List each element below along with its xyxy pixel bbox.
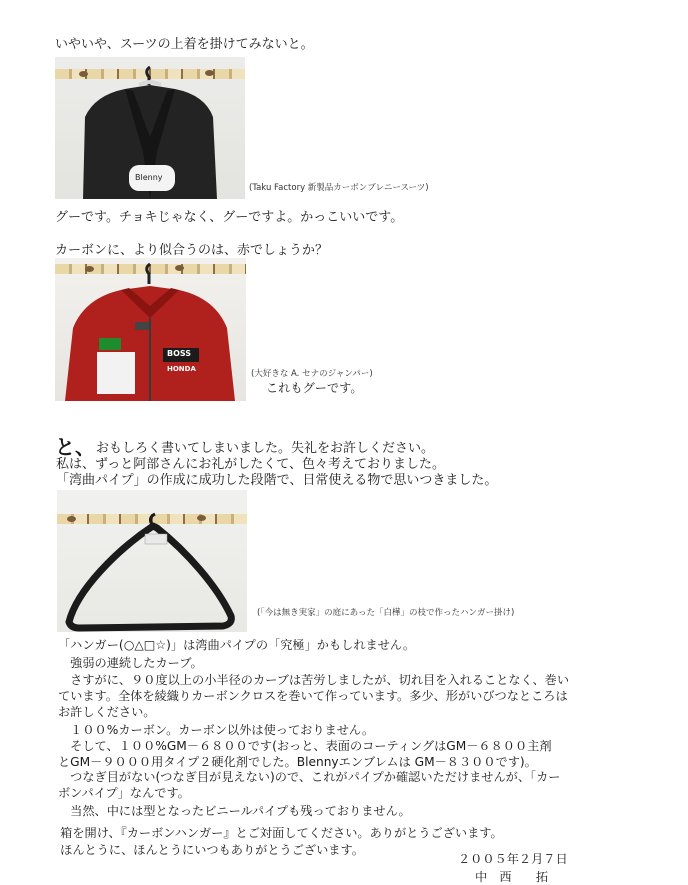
jacket-illustration: [55, 258, 246, 401]
body-line: そして、１００%GM－６８００です(おっと、表面のコーティングはGM－６８００主剤: [58, 739, 552, 753]
carbon-hanger-illustration: [57, 490, 247, 632]
body-line: 当然、中には型となったビニールパイプも残っておりません。: [58, 804, 411, 818]
closing-line-1: 箱を開け、『カーボンハンガー』とご対面してください。ありがとうございます。: [48, 826, 503, 840]
body-line: とGM－９０００用タイプ２硬化剤でした。Blennyエンブレムは GM－８３００です)。: [58, 755, 537, 769]
suit-photo: [55, 57, 245, 199]
photo3-caption: (「今は無き実家」の庭にあった「白樺」の枝で作ったハンガー掛け): [257, 608, 515, 618]
red-question-text: カーボンに、より似合うのは、赤でしょうか？: [55, 243, 329, 258]
body-line: ています。全体を綾織りカーボンクロスを巻いて作っています。多少、形がいびつなところは: [58, 689, 568, 703]
body-line: １００%カーボン。カーボン以外は使っておりません。: [58, 723, 375, 737]
para1-line2: 私は、ずっと阿部さんにお礼がしたくて、色々考えておりました。: [56, 457, 445, 472]
honda-patch: HONDA: [167, 365, 196, 373]
para1-line1: おもしろく書いてしまいました。失礼をお許しください。: [96, 441, 435, 456]
signature: 中 西 拓: [475, 870, 549, 884]
photo1-caption: (Taku Factory 新製品カーボンブレニースーツ): [249, 183, 429, 193]
body-line: ボンパイプ」なんです。: [58, 786, 190, 800]
jacket-photo: [55, 258, 246, 401]
blenny-badge: Blenny: [135, 173, 163, 182]
para1-line3: 「湾曲パイプ」の作成に成功した段階で、日常使える物で思いつきました。: [56, 473, 498, 488]
letter-date: ２００５年２月７日: [458, 852, 568, 866]
goo-text: グーです。チョキじゃなく、グーですよ。かっこいいです。: [55, 210, 404, 225]
body-line: つなぎ目がない(つなぎ目が見えない)ので、これがパイプか確認いただけませんが、「カー: [58, 770, 561, 784]
body-line: さすがに、９０度以上の小半径のカーブは苦労しましたが、切れ目を入れることなく、巻い: [58, 673, 570, 687]
big-to-character: と、: [55, 435, 95, 459]
body-line: 「ハンガー(○△□☆)」は湾曲パイプの「究極」かもしれません。: [58, 638, 416, 652]
body-line: お許しください。: [58, 705, 156, 719]
photo2-caption: (大好きな A. セナのジャンパー): [251, 369, 373, 379]
photo2-subcaption: これもグーです。: [266, 381, 363, 395]
body-line: 強弱の連続したカーブ。: [58, 656, 203, 670]
closing-line-2: ほんとうに、ほんとうにいつもありがとうございます。: [48, 843, 364, 857]
boss-patch: BOSS: [167, 349, 192, 358]
intro-text: いやいや、スーツの上着を掛けてみないと。: [55, 37, 314, 52]
hanger-photo: [57, 490, 247, 632]
